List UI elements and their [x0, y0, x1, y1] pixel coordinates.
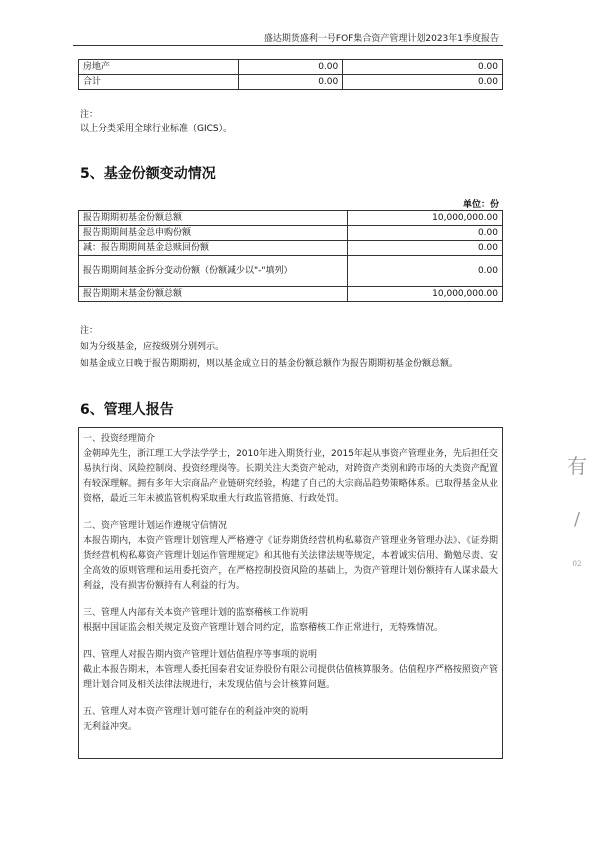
fund-note-line-1: 如为分级基金，应按级别分别列示。 [80, 342, 225, 352]
report-heading: 五、管理人对本资产管理计划可能存在的利益冲突的说明 [83, 707, 309, 717]
table-row [79, 241, 503, 256]
table-cell: 合计 [79, 75, 239, 90]
fund-share-table [78, 210, 503, 302]
report-body: 本报告期内，本资产管理计划管理人严格遵守《证券期货经营机构私募资产管理业务管理办法》、《证券期货经营机构私募资产管理计划运作管理规定》和其他有关法律法规等规定，本着诚实信用、勤勉尽责、安全高效的原则管理和运用委托资产，在严格控制投资风险的基础上，为资产管理计划份额持有人谋求最大利益，没有损害份额持有人利益的行为。 [83, 536, 498, 591]
table-row [79, 256, 503, 287]
section-6-title: 6、管理人报告 [80, 402, 174, 418]
table-row [79, 211, 503, 226]
report-heading: 一、投资经理简介 [83, 434, 156, 444]
table-cell: 报告期期初基金份额总额 [79, 211, 348, 226]
table-row [79, 226, 503, 241]
table-cell: 报告期期间基金拆分变动份额（份额减少以"-"填列） [79, 256, 348, 287]
margin-seal-marks [567, 450, 587, 570]
report-heading: 四、管理人对报告期内资产管理计划估值程序等事项的说明 [83, 650, 318, 660]
report-heading: 二、资产管理计划运作遵规守信情况 [83, 521, 228, 531]
table-cell: 0.00 [343, 75, 503, 90]
table-cell: 0.00 [348, 241, 503, 256]
margin-mark: 有 [567, 454, 587, 478]
table-cell: 0.00 [238, 60, 342, 75]
margin-mark: 02 [572, 560, 582, 568]
report-item-conflict [83, 705, 498, 735]
margin-mark: ∕ [573, 509, 581, 530]
report-body: 根据中国证监会相关规定及资产管理计划合同约定，监察稽核工作正常进行，无特殊情况。 [83, 623, 444, 633]
manager-report-box [78, 427, 503, 759]
unit-label: 单位：份 [462, 200, 499, 210]
table-cell: 0.00 [348, 256, 503, 287]
fund-note-label: 注： [80, 326, 99, 336]
table-row [79, 60, 503, 75]
report-body: 无利益冲突。 [83, 722, 138, 732]
report-item-audit [83, 606, 498, 636]
table-cell: 0.00 [348, 226, 503, 241]
table-cell: 房地产 [79, 60, 239, 75]
table-cell: 10,000,000.00 [348, 287, 503, 302]
header-rule [73, 45, 503, 46]
table-cell: 减：报告期期间基金总赎回份额 [79, 241, 348, 256]
report-item-valuation [83, 648, 498, 693]
report-item-compliance [83, 519, 498, 594]
table-cell: 报告期期末基金份额总额 [79, 287, 348, 302]
report-body: 金朝琸先生，浙江理工大学法学学士，2010年进入期货行业，2015年起从事资产管理业务，先后担任交易执行岗、风险控制岗、投资经理岗等。长期关注大类资产轮动，对跨资产类别和跨市场的大类资产配置有较深理解。拥有多年大宗商品产业链研究经验，构建了自己的大宗商品趋势策略体系。已取得基金从业资格，最近三年未被监管机构采取重大行政监管措施、行政处罚。 [83, 449, 498, 504]
industry-table [78, 59, 503, 90]
table-cell: 0.00 [343, 60, 503, 75]
report-heading: 三、管理人内部有关本资产管理计划的监察稽核工作说明 [83, 608, 309, 618]
report-item-manager-profile [83, 432, 498, 507]
table-row [79, 75, 503, 90]
table-cell: 0.00 [238, 75, 342, 90]
section-5-title: 5、基金份额变动情况 [80, 166, 216, 182]
fund-note-line-2: 如基金成立日晚于报告期期初，则以基金成立日的基金份额总额作为报告期期初基金份额总额。 [80, 359, 459, 369]
table-cell: 10,000,000.00 [348, 211, 503, 226]
industry-note-text: 以上分类采用全球行业标准（GICS）。 [80, 124, 233, 134]
industry-note-label: 注： [80, 110, 99, 120]
table-cell: 报告期期间基金总申购份额 [79, 226, 348, 241]
page-header: 盛达期货盛利一号FOF集合资产管理计划2023年1季度报告 [263, 34, 499, 44]
table-row [79, 287, 503, 302]
report-body: 截止本报告期末，本管理人委托国泰君安证券股份有限公司提供估值核算服务。估值程序严格按照资产管理计划合同及相关法律法规进行，未发现估值与会计核算问题。 [83, 665, 498, 690]
